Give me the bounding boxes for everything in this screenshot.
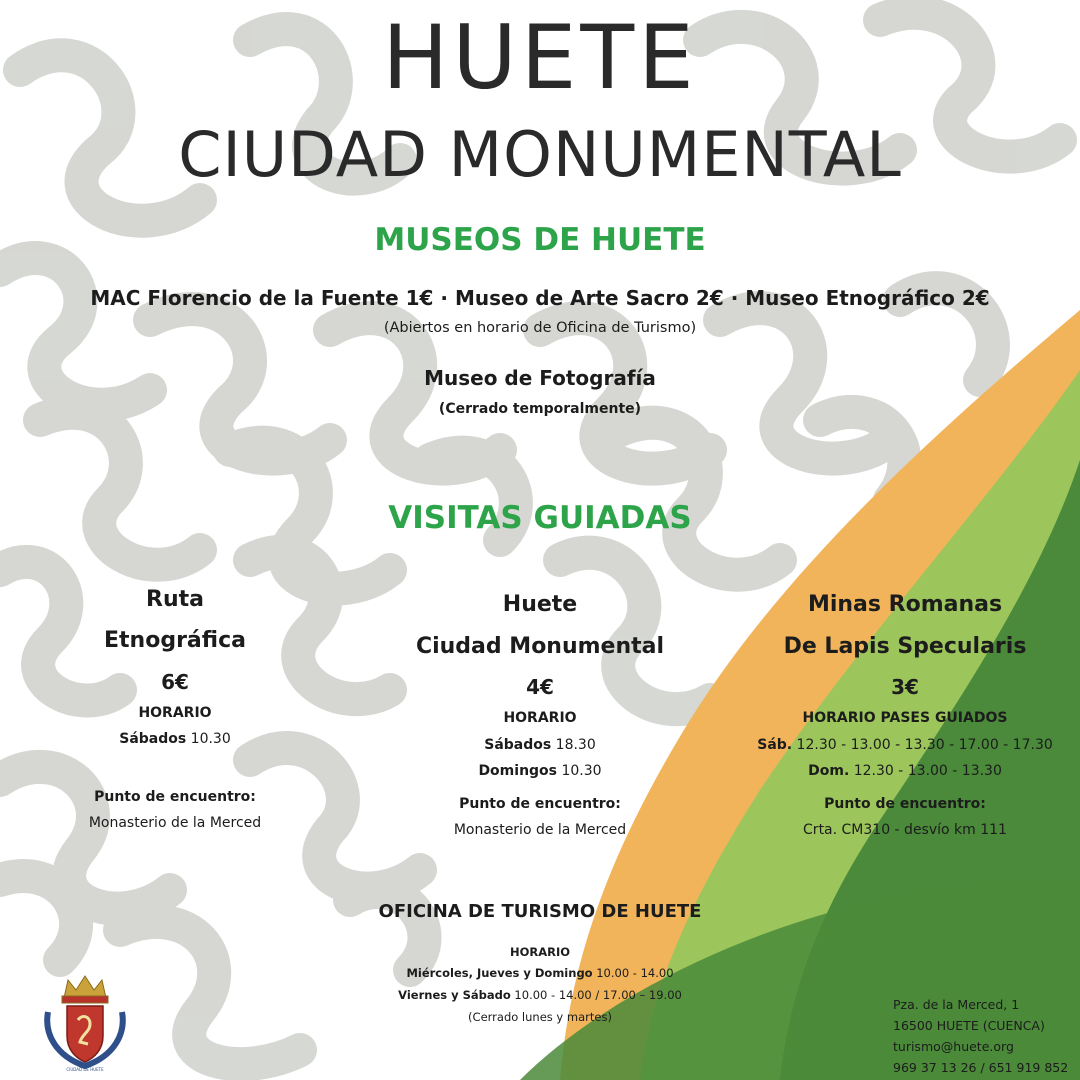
- route-title-line2: Etnográfica: [104, 628, 246, 653]
- meeting-place: Monasterio de la Merced: [453, 822, 627, 838]
- meeting-label: Punto de encuentro:: [824, 796, 986, 812]
- museo-fotografia-note: (Cerrado temporalmente): [438, 401, 642, 417]
- schedule-day: Sábados: [119, 731, 187, 747]
- contact-info: [893, 994, 1068, 1078]
- route-schedule-label: HORARIO: [138, 705, 212, 721]
- museos-heading: MUSEOS DE HUETE: [374, 222, 706, 258]
- schedule-day: Dom.: [808, 763, 850, 779]
- meeting-label: Punto de encuentro:: [459, 796, 621, 812]
- oficina-heading: OFICINA DE TURISMO DE HUETE: [378, 901, 702, 922]
- route-title-line2: De Lapis Specularis: [783, 634, 1027, 659]
- route-title-line1: Minas Romanas: [807, 592, 1003, 617]
- route-title-line1: Ruta: [146, 587, 204, 612]
- meeting-label: Punto de encuentro:: [94, 789, 256, 805]
- main-subtitle: CIUDAD MONUMENTAL: [178, 118, 902, 191]
- schedule-time: 10.00 - 14.00 / 17.00 – 19.00: [510, 988, 682, 1002]
- museos-note: (Abiertos en horario de Oficina de Turismo): [383, 320, 697, 336]
- schedule-days: Viernes y Sábado: [398, 988, 511, 1002]
- route-schedule-label: HORARIO PASES GUIADOS: [802, 710, 1008, 726]
- route-schedule-line: [745, 763, 1065, 779]
- contact-city: 16500 HUETE (CUENCA): [893, 1018, 1045, 1033]
- route-title-line2: Ciudad Monumental: [415, 634, 665, 659]
- oficina-schedule-line: [240, 988, 840, 1002]
- route-price: 6€: [161, 670, 189, 694]
- meeting-place: Crta. CM310 - desvío km 111: [803, 822, 1007, 838]
- route-price: 4€: [526, 675, 554, 699]
- ribbon-lettering: CIUDAD DE HUETE: [66, 1067, 104, 1072]
- visitas-heading: VISITAS GUIADAS: [388, 500, 692, 536]
- route-schedule-label: HORARIO: [503, 710, 577, 726]
- oficina-schedule-line: [240, 966, 840, 980]
- contact-address: Pza. de la Merced, 1: [893, 997, 1020, 1012]
- route-schedule-line: [60, 731, 290, 747]
- schedule-time: 12.30 - 13.00 - 13.30: [849, 763, 1002, 779]
- main-title: HUETE: [382, 6, 698, 109]
- schedule-time: 12.30 - 13.00 - 13.30 - 17.00 - 17.30: [792, 737, 1053, 753]
- schedule-day: Sábados: [484, 737, 552, 753]
- contact-phones: 969 37 13 26 / 651 919 852: [893, 1060, 1069, 1075]
- route-schedule-line: [390, 737, 690, 753]
- coat-of-arms-logo: [40, 972, 130, 1072]
- crown-icon: [62, 976, 108, 1003]
- route-title-line1: Huete: [502, 592, 578, 617]
- oficina-schedule-label: HORARIO: [509, 945, 571, 959]
- route-price: 3€: [891, 675, 919, 699]
- schedule-time: 10.30: [186, 731, 231, 747]
- schedule-time: 18.30: [551, 737, 596, 753]
- schedule-time: 10.30: [557, 763, 602, 779]
- contact-email: turismo@huete.org: [893, 1039, 1014, 1054]
- route-schedule-line: [745, 737, 1065, 753]
- meeting-place: Monasterio de la Merced: [88, 815, 262, 831]
- route-schedule-line: [390, 763, 690, 779]
- museos-list: MAC Florencio de la Fuente 1€ · Museo de Arte Sacro 2€ · Museo Etnográfico 2€: [90, 286, 990, 310]
- schedule-day: Domingos: [478, 763, 558, 779]
- schedule-time: 10.00 - 14.00: [592, 966, 674, 980]
- schedule-days: Miércoles, Jueves y Domingo: [406, 966, 593, 980]
- museo-fotografia-title: Museo de Fotografía: [424, 366, 656, 390]
- schedule-day: Sáb.: [757, 737, 793, 753]
- oficina-closed-note: (Cerrado lunes y martes): [468, 1010, 612, 1024]
